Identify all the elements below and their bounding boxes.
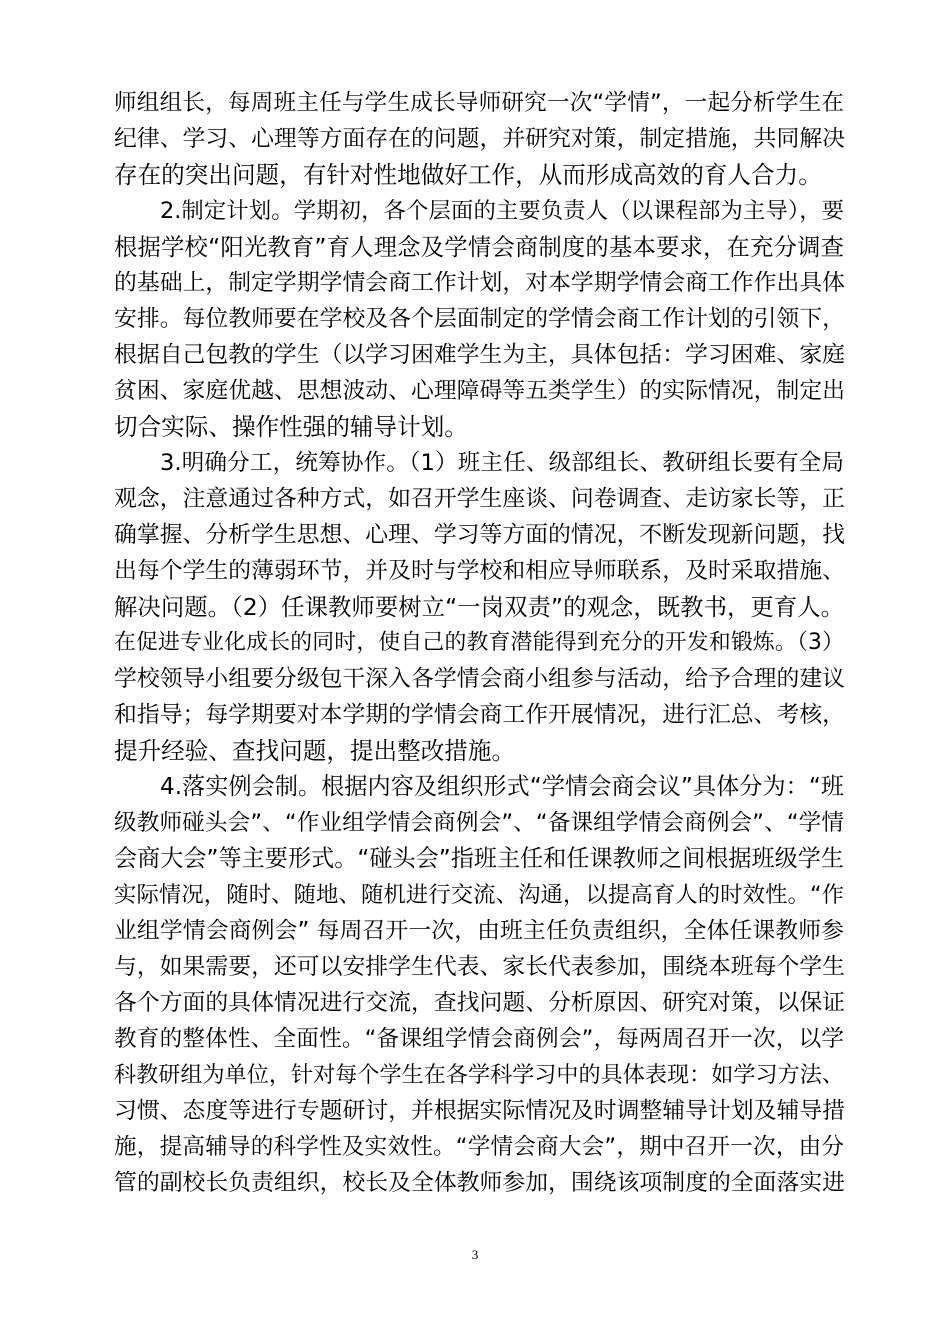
text-line: 根据学校“阳光教育”育人理念及学情会商制度的基本要求，在充分调查 [114,233,844,261]
text-line: 业组学情会商例会” 每周召开一次，由班主任负责组织，全体任课教师参 [114,918,844,944]
text-line: 教育的整体性、全面性。“备课组学情会商例会”，每两周召开一次，以学 [114,1026,844,1052]
text-line: 与，如果需要，还可以安排学生代表、家长代表参加，围绕本班每个学生 [114,954,846,980]
paragraph-start-line: 3.明确分工，统筹协作。（1）班主任、级部组长、教研组长要有全局 [160,450,844,476]
text-line: 学校领导小组要分级包干深入各学情会商小组参与活动，给予合理的建议 [114,666,846,692]
text-line: 管的副校长负责组织，校长及全体教师参加，围绕该项制度的全面落实进 [114,1170,846,1196]
text-line: 各个方面的具体情况进行交流，查找问题、分析原因、研究对策，以保证 [114,990,846,1016]
text-line: 习惯、态度等进行专题研讨，并根据实际情况及时调整辅导计划及辅导措 [114,1098,846,1124]
text-line: 在促进专业化成长的同时，使自己的教育潜能得到充分的开发和锻炼。（3） [114,630,844,655]
text-line: 解决问题。（2）任课教师要树立“一岗双责”的观念，既教书，更育人。 [114,593,844,621]
text-line: 的基础上，制定学期学情会商工作计划，对本学期学情会商工作作出具体 [114,270,846,296]
text-line: 出每个学生的薄弱环节，并及时与学校和相应导师联系，及时采取措施、 [114,558,846,584]
paragraph-start-line: 4.落实例会制。根据内容及组织形式“学情会商会议”具体分为：“班 [160,774,844,800]
text-line: 贫困、家庭优越、思想波动、心理障碍等五类学生）的实际情况，制定出 [114,378,846,404]
text-line: 师组组长，每周班主任与学生成长导师研究一次“学情”，一起分析学生在 [114,90,844,116]
text-line: 提升经验、查找问题，提出整改措施。 [114,737,516,765]
paragraph-start-line: 2.制定计划。学期初，各个层面的主要负责人（以课程部为主导），要 [160,198,844,224]
page-number: 3 [471,1247,479,1262]
text-line: 纪律、学习、心理等方面存在的问题，并研究对策，制定措施，共同解决 [114,126,846,152]
text-line: 存在的突出问题，有针对性地做好工作，从而形成高效的育人合力。 [114,161,822,189]
text-line: 根据自己包教的学生（以学习困难学生为主，具体包括：学习困难、家庭 [114,342,846,368]
text-line: 确掌握、分析学生思想、心理、学习等方面的情况，不断发现新问题，找 [114,522,846,548]
text-line: 观念，注意通过各种方式，如召开学生座谈、问卷调查、走访家长等，正 [114,486,846,512]
text-line: 级教师碰头会”、“作业组学情会商例会”、“备课组学情会商例会”、“学情 [114,810,844,836]
text-line: 实际情况，随时、随地、随机进行交流、沟通，以提高育人的时效性。“作 [114,882,844,908]
text-line: 和指导；每学期要对本学期的学情会商工作开展情况，进行汇总、考核， [114,702,846,728]
text-line: 安排。每位教师要在学校及各个层面制定的学情会商工作计划的引领下， [114,306,846,332]
text-line: 施，提高辅导的科学性及实效性。“学情会商大会”，期中召开一次，由分 [114,1134,844,1160]
text-line: 会商大会”等主要形式。“碰头会”指班主任和任课教师之间根据班级学生 [114,846,844,872]
text-line: 切合实际、操作性强的辅导计划。 [114,413,468,441]
text-line: 科教研组为单位，针对每个学生在各学科学习中的具体表现：如学习方法、 [114,1062,844,1088]
